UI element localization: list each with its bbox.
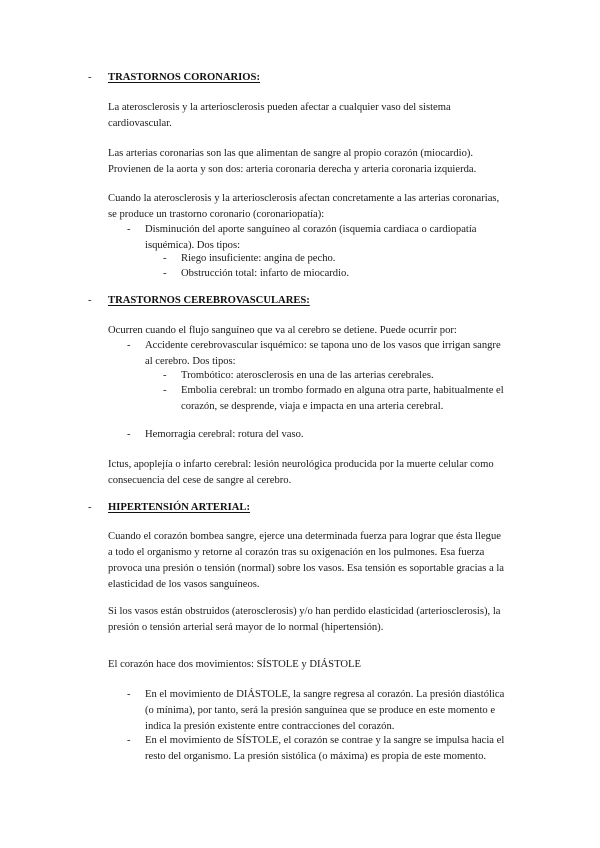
text-line: Accidente cerebrovascular isquémico: se tapona uno de los vasos que irrigan sangre — [145, 340, 501, 351]
text-line: al cerebro. Dos tipos: — [145, 356, 236, 367]
paragraph — [108, 457, 528, 489]
text-line: En el movimiento de DIÁSTOLE, la sangre regresa al corazón. La presión diastólica — [145, 689, 505, 700]
text-line: corazón, se desprende, viaja e impacta en una arteria cerebral. — [181, 401, 444, 412]
list-bullet: - — [127, 340, 131, 351]
text-line: elasticidad de los vasos sanguíneos. — [108, 579, 260, 590]
text-line: Ictus, apoplejía o infarto cerebral: lesión neurológica producida por la muerte celular como — [108, 459, 494, 470]
text-line: Provienen de la aorta y son dos: arteria coronaria derecha y arteria coronaria izquierda. — [108, 164, 477, 175]
text-line: resto del organismo. La presión sistólica (o máxima) es propia de este momento. — [145, 751, 487, 762]
sub-list-item — [181, 368, 531, 384]
list-item — [145, 338, 535, 370]
text-line: Cuando la aterosclerosis y la arteriosclerosis afectan concretamente a las arterias coronarias, — [108, 193, 500, 204]
sub-list-item: Riego insuficiente: angina de pecho. — [181, 253, 336, 264]
sub-list-bullet: - — [163, 370, 167, 381]
sub-list-item: Obstrucción total: infarto de miocardio. — [181, 268, 349, 279]
list-bullet: - — [127, 224, 131, 235]
list-bullet: - — [127, 429, 131, 440]
sub-list-bullet: - — [163, 385, 167, 396]
list-item — [145, 222, 535, 254]
sub-list-bullet: - — [163, 268, 167, 279]
text-line: Ocurren cuando el flujo sanguíneo que va al cerebro se detiene. Puede ocurrir por: — [108, 325, 457, 336]
text-line: Embolia cerebral: un trombo formado en alguna otra parte, habitualmente el — [181, 385, 504, 396]
text-line: En el movimiento de SÍSTOLE, el corazón se contrae y la sangre se impulsa hacia el — [145, 735, 505, 746]
paragraph — [108, 604, 528, 636]
paragraph — [108, 100, 528, 132]
text-line: cardiovascular. — [108, 118, 172, 129]
paragraph — [108, 657, 528, 673]
text-line: indica la presión existente entre contracciones del corazón. — [145, 721, 395, 732]
text-line: Hemorragia cerebral: rotura del vaso. — [145, 429, 304, 440]
text-line: Disminución del aporte sanguíneo al corazón (isquemia cardiaca o cardiopatía — [145, 224, 477, 235]
text-line: Trombótico: aterosclerosis en una de las arterias cerebrales. — [181, 370, 434, 381]
text-line: El corazón hace dos movimientos: SÍSTOLE y DIÁSTOLE — [108, 659, 361, 670]
paragraph — [108, 146, 528, 178]
text-line: consecuencia del cese de sangre al cerebro. — [108, 475, 292, 486]
section-bullet: - — [88, 72, 92, 83]
text-line: se produce un trastorno coronario (coronariopatía): — [108, 209, 325, 220]
text-line: isquémica). Dos tipos: — [145, 240, 241, 251]
list-bullet: - — [127, 735, 131, 746]
list-bullet: - — [127, 689, 131, 700]
sub-list-bullet: - — [163, 253, 167, 264]
text-line: presión o tensión arterial será mayor de lo normal (hipertensión). — [108, 622, 384, 633]
text-line: provoca una presión o tensión (normal) sobre los vasos. Esa tensión es soportable gracias a la — [108, 563, 504, 574]
sub-list-item — [181, 383, 531, 415]
section-heading-cerebrovasculares: TRASTORNOS CEREBROVASCULARES: — [108, 295, 310, 306]
text-line: (o mínima), por tanto, será la presión sanguínea que se produce en este momento e — [145, 705, 496, 716]
text-line: a todo el organismo y retorne al corazón tras su oxigenación en los pulmones. Esa fuerza — [108, 547, 485, 558]
list-item — [145, 687, 535, 735]
text-line: Cuando el corazón bombea sangre, ejerce una determinada fuerza para lograr que ésta llegue — [108, 531, 501, 542]
paragraph — [108, 529, 528, 593]
text-line: Las arterias coronarias son las que alimentan de sangre al propio corazón (miocardio). — [108, 148, 474, 159]
list-item — [145, 427, 535, 443]
list-item — [145, 733, 535, 765]
section-bullet: - — [88, 502, 92, 513]
paragraph — [108, 323, 528, 339]
section-heading-coronarios: TRASTORNOS CORONARIOS: — [108, 72, 260, 83]
section-bullet: - — [88, 295, 92, 306]
text-line: Si los vasos están obstruidos (aterosclerosis) y/o han perdido elasticidad (arteriosclerosis), la — [108, 606, 501, 617]
paragraph — [108, 191, 528, 223]
section-heading-hipertension: HIPERTENSIÓN ARTERIAL: — [108, 502, 251, 513]
text-line: La aterosclerosis y la arteriosclerosis pueden afectar a cualquier vaso del sistema — [108, 102, 451, 113]
